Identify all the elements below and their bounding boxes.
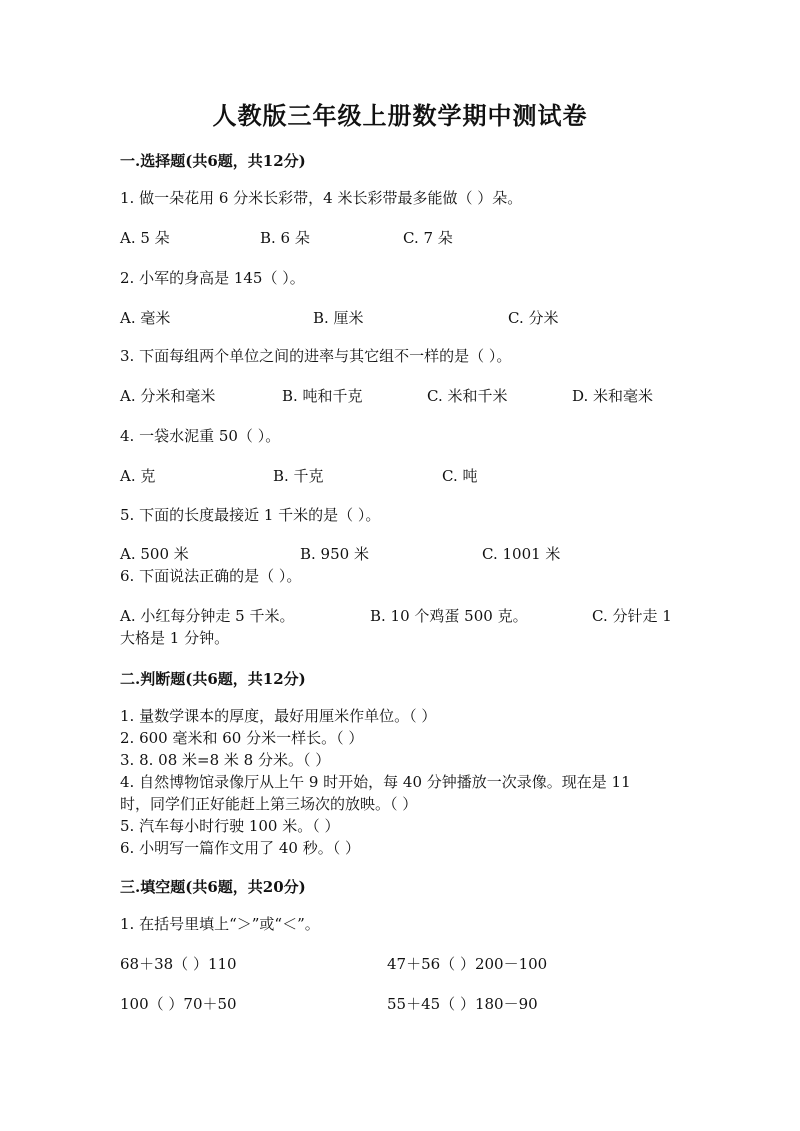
option-a: A. 毫米	[120, 309, 171, 327]
option-d: D. 米和毫米	[572, 387, 654, 405]
option-b: B. 吨和千克	[282, 387, 363, 405]
judgement-line: 3. 8. 08 米=8 米 8 分米。（ ）	[120, 751, 331, 769]
section-heading-choice: 一.选择题(共6题，共12分)	[120, 152, 306, 170]
question-stem: 4. 一袋水泥重 50（ ）。	[120, 427, 281, 445]
option-a: A. 小红每分钟走 5 千米。	[120, 607, 295, 625]
option-continuation: 大格是 1 分钟。	[120, 629, 230, 647]
option-b: B. 10 个鸡蛋 500 克。	[370, 607, 528, 625]
option-c: C. 分米	[508, 309, 559, 327]
judgement-line: 时，同学们正好能赶上第三场次的放映。（ ）	[120, 795, 418, 813]
option-a: A. 分米和毫米	[120, 387, 216, 405]
judgement-line: 1. 量数学课本的厚度，最好用厘米作单位。（ ）	[120, 707, 437, 725]
option-a: A. 500 米	[120, 545, 189, 563]
option-b: B. 6 朵	[260, 229, 310, 247]
question-stem: 3. 下面每组两个单位之间的进率与其它组不一样的是（ ）。	[120, 347, 512, 365]
comparison-item: 47＋56（ ）200－100	[387, 955, 548, 973]
page-title: 人教版三年级上册数学期中测试卷	[212, 101, 588, 130]
option-c: C. 分针走 1	[592, 607, 672, 625]
question-stem: 1. 做一朵花用 6 分米长彩带，4 米长彩带最多能做（ ）朵。	[120, 189, 523, 207]
judgement-line: 6. 小明写一篇作文用了 40 秒。（ ）	[120, 839, 360, 857]
section-heading-fill: 三.填空题(共6题，共20分)	[120, 878, 306, 896]
judgement-line: 5. 汽车每小时行驶 100 米。（ ）	[120, 817, 340, 835]
comparison-item: 55＋45（ ）180－90	[387, 995, 538, 1013]
option-b: B. 千克	[273, 467, 324, 485]
fill-instruction: 1. 在括号里填上“＞”或“＜”。	[120, 915, 320, 933]
option-a: A. 克	[120, 467, 156, 485]
judgement-line: 2. 600 毫米和 60 分米一样长。（ ）	[120, 729, 364, 747]
comparison-item: 68＋38（ ）110	[120, 955, 237, 973]
judgement-line: 4. 自然博物馆录像厅从上午 9 时开始，每 40 分钟播放一次录像。现在是 11	[120, 773, 631, 791]
question-stem: 5. 下面的长度最接近 1 千米的是（ ）。	[120, 506, 381, 524]
question-stem: 6. 下面说法正确的是（ ）。	[120, 567, 302, 585]
section-heading-judgement: 二.判断题(共6题，共12分)	[120, 670, 306, 688]
option-c: C. 吨	[442, 467, 478, 485]
question-stem: 2. 小军的身高是 145（ ）。	[120, 269, 305, 287]
option-a: A. 5 朵	[120, 229, 170, 247]
comparison-item: 100（ ）70＋50	[120, 995, 237, 1013]
option-c: C. 7 朵	[403, 229, 453, 247]
option-b: B. 950 米	[300, 545, 369, 563]
option-c: C. 1001 米	[482, 545, 561, 563]
option-b: B. 厘米	[313, 309, 364, 327]
option-c: C. 米和千米	[427, 387, 508, 405]
